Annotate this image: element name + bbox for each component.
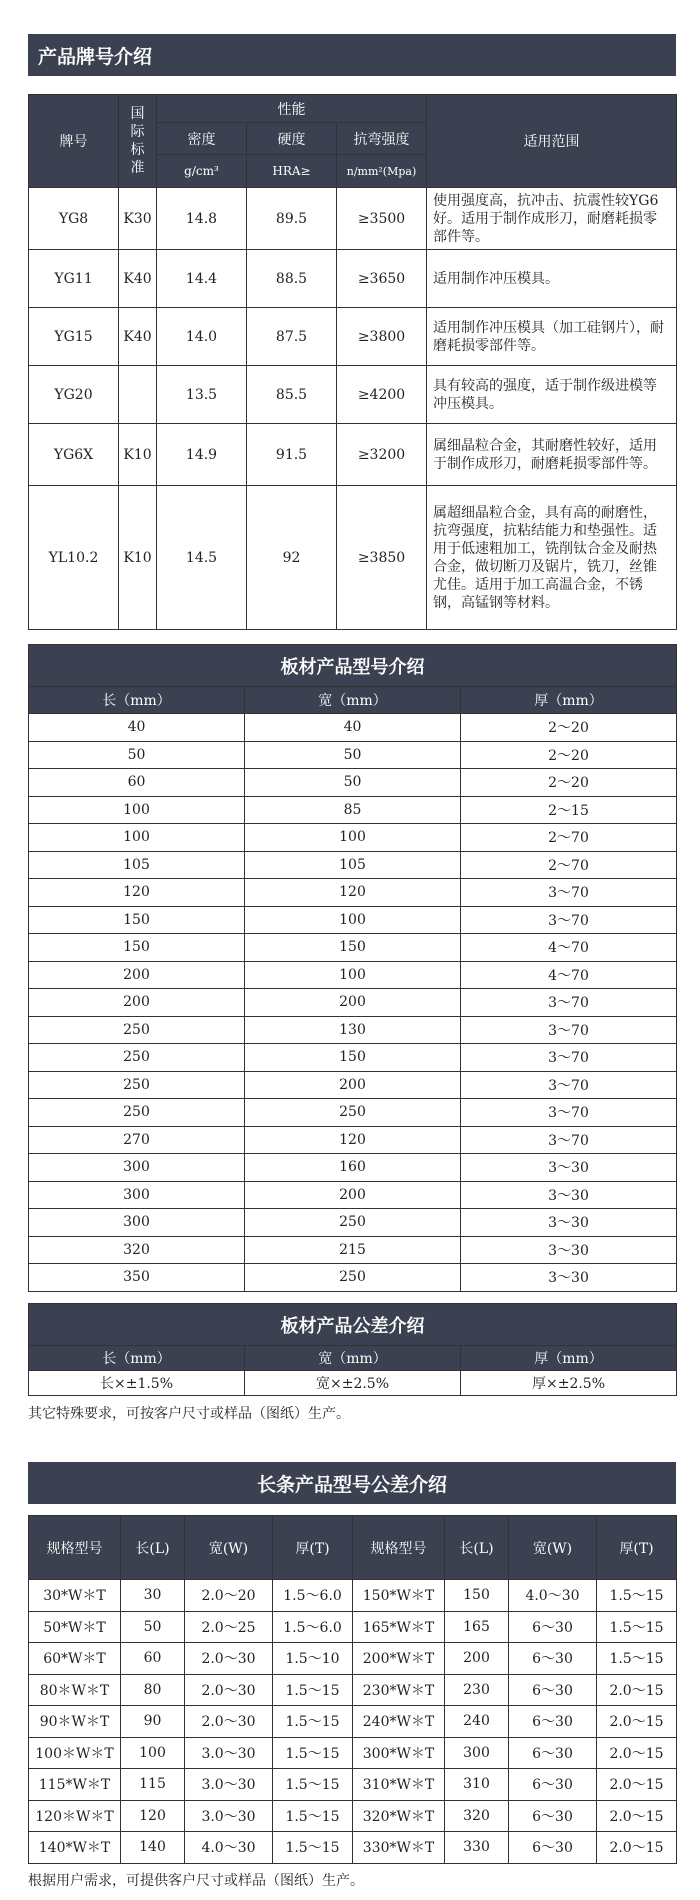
cell-width: 100 xyxy=(245,824,461,852)
table-row xyxy=(29,1832,677,1864)
cell-thickness: 3～70 xyxy=(461,1126,677,1154)
col-spec: 规格型号 xyxy=(29,1516,121,1580)
cell-grade: YL10.2 xyxy=(29,486,119,630)
cell-spec: 230*W＊T xyxy=(353,1674,445,1706)
table-row xyxy=(29,424,677,486)
cell-length: 230 xyxy=(445,1674,509,1706)
cell-length: 250 xyxy=(29,1044,245,1072)
cell-thickness: 2.0～15 xyxy=(597,1769,677,1801)
cell-length: 270 xyxy=(29,1126,245,1154)
cell-thickness: 1.5～15 xyxy=(273,1706,353,1738)
cell-spec: 80＊W＊T xyxy=(29,1674,121,1706)
cell-length: 310 xyxy=(445,1769,509,1801)
cell-width: 3.0～30 xyxy=(185,1737,273,1769)
section3-title: 板材产品公差介绍 xyxy=(29,1304,677,1346)
col-strength-unit: n/mm²(Mpa) xyxy=(337,155,427,188)
cell-length: 50 xyxy=(29,741,245,769)
cell-spec: 240*W＊T xyxy=(353,1706,445,1738)
cell-length: 140 xyxy=(121,1832,185,1864)
cell-length: 40 xyxy=(29,714,245,742)
cell-width: 150 xyxy=(245,934,461,962)
cell-width: 2.0～30 xyxy=(185,1674,273,1706)
cell-width: 3.0～30 xyxy=(185,1800,273,1832)
cell-thickness: 3～30 xyxy=(461,1236,677,1264)
section4-note: 根据用户需求，可提供客户尺寸或样品（图纸）生产。 xyxy=(28,1873,364,1889)
cell-hardness: 92 xyxy=(247,486,337,630)
cell-grade: YG15 xyxy=(29,308,119,366)
cell-thickness: 2.0～15 xyxy=(597,1832,677,1864)
cell-length: 165 xyxy=(445,1611,509,1643)
col-thickness: 厚(T) xyxy=(273,1516,353,1580)
table-row xyxy=(29,486,677,630)
cell-length: 80 xyxy=(121,1674,185,1706)
cell-hardness: 89.5 xyxy=(247,188,337,250)
col-intl-std: 国际标准 xyxy=(119,95,157,188)
cell-length: 150 xyxy=(29,934,245,962)
table-row xyxy=(29,188,677,250)
cell-std: K30 xyxy=(119,188,157,250)
cell-strength: ≥4200 xyxy=(337,366,427,424)
table-row xyxy=(29,934,677,962)
cell-density: 14.4 xyxy=(157,250,247,308)
cell-thickness: 3～70 xyxy=(461,1016,677,1044)
cell-thickness: 2～20 xyxy=(461,741,677,769)
table-row xyxy=(29,1209,677,1237)
cell-width: 6～30 xyxy=(509,1706,597,1738)
table-row xyxy=(29,851,677,879)
cell-thickness: 1.5～15 xyxy=(273,1769,353,1801)
cell-spec: 90＊W＊T xyxy=(29,1706,121,1738)
col-density-unit: g/cm³ xyxy=(157,155,247,188)
table-row xyxy=(29,1236,677,1264)
cell-spec: 115*W＊T xyxy=(29,1769,121,1801)
cell-length: 120 xyxy=(121,1800,185,1832)
col-length: 长（mm） xyxy=(29,687,245,714)
col-width: 宽（mm） xyxy=(245,1346,461,1371)
cell-thickness: 1.5～6.0 xyxy=(273,1611,353,1643)
table-row xyxy=(29,989,677,1017)
cell-spec: 320*W＊T xyxy=(353,1800,445,1832)
cell-width: 120 xyxy=(245,879,461,907)
table-row xyxy=(29,366,677,424)
cell-grade: YG8 xyxy=(29,188,119,250)
cell-usage: 属超细晶粒合金，具有高的耐磨性，抗弯强度，抗粘结能力和垫强性。适用于低速粗加工，铣削钛合金及耐热合金，做切断刀及锯片，铣刀，丝锥尤佳。适用于加工高温合金，不锈钢，高锰钢等材料。 xyxy=(427,486,677,630)
col-thickness: 厚（mm） xyxy=(461,1346,677,1371)
cell-length: 50 xyxy=(121,1611,185,1643)
cell-length: 240 xyxy=(445,1706,509,1738)
col-length: 长（mm） xyxy=(29,1346,245,1371)
col-length: 长(L) xyxy=(121,1516,185,1580)
cell-width: 200 xyxy=(245,989,461,1017)
cell-thickness: 2～20 xyxy=(461,714,677,742)
cell-width: 250 xyxy=(245,1264,461,1292)
table-row xyxy=(29,1126,677,1154)
col-thickness: 厚（mm） xyxy=(461,687,677,714)
cell-thickness: 4～70 xyxy=(461,934,677,962)
cell-width: 250 xyxy=(245,1209,461,1237)
cell-spec: 200*W＊T xyxy=(353,1643,445,1675)
cell-length: 300 xyxy=(445,1737,509,1769)
cell-spec: 310*W＊T xyxy=(353,1769,445,1801)
cell-hardness: 91.5 xyxy=(247,424,337,486)
cell-hardness: 88.5 xyxy=(247,250,337,308)
cell-length: 300 xyxy=(29,1181,245,1209)
cell-spec: 330*W＊T xyxy=(353,1832,445,1864)
cell-spec: 300*W＊T xyxy=(353,1737,445,1769)
col-hardness-unit: HRA≥ xyxy=(247,155,337,188)
cell-width: 3.0～30 xyxy=(185,1769,273,1801)
table-row xyxy=(29,1611,677,1643)
table-row xyxy=(29,1800,677,1832)
cell-length: 120 xyxy=(29,879,245,907)
col-grade: 牌号 xyxy=(29,95,119,188)
cell-width: 100 xyxy=(245,906,461,934)
table-row xyxy=(29,1071,677,1099)
cell-length: 200 xyxy=(445,1643,509,1675)
cell-length: 250 xyxy=(29,1099,245,1127)
cell-std: K40 xyxy=(119,308,157,366)
table-row xyxy=(29,1737,677,1769)
cell-spec: 50*W＊T xyxy=(29,1611,121,1643)
cell-width: 6～30 xyxy=(509,1674,597,1706)
table-row xyxy=(29,769,677,797)
cell-width: 105 xyxy=(245,851,461,879)
cell-width: 50 xyxy=(245,769,461,797)
cell-width: 6～30 xyxy=(509,1737,597,1769)
table-row xyxy=(29,796,677,824)
col-spec: 规格型号 xyxy=(353,1516,445,1580)
cell-length: 100 xyxy=(29,824,245,852)
cell-spec: 60*W＊T xyxy=(29,1643,121,1675)
cell-usage: 适用制作冲压模具（加工硅钢片），耐磨耗损零部件等。 xyxy=(427,308,677,366)
col-width: 宽(W) xyxy=(185,1516,273,1580)
cell-length: 105 xyxy=(29,851,245,879)
col-performance: 性能 xyxy=(157,95,427,123)
cell-width: 50 xyxy=(245,741,461,769)
cell-grade: YG20 xyxy=(29,366,119,424)
cell-length: 250 xyxy=(29,1016,245,1044)
cell-density: 14.8 xyxy=(157,188,247,250)
table-row xyxy=(29,906,677,934)
cell-usage: 具有较高的强度，适于制作级进模等冲压模具。 xyxy=(427,366,677,424)
cell-density: 13.5 xyxy=(157,366,247,424)
cell-hardness: 87.5 xyxy=(247,308,337,366)
cell-thickness: 2～15 xyxy=(461,796,677,824)
cell-width: 215 xyxy=(245,1236,461,1264)
section1-title-bar xyxy=(28,34,676,76)
cell-thickness: 2.0～15 xyxy=(597,1674,677,1706)
grade-table xyxy=(28,94,677,630)
cell-spec: 30*W＊T xyxy=(29,1580,121,1612)
table-row xyxy=(29,308,677,366)
section4-title-bar xyxy=(28,1462,676,1504)
cell-width: 6～30 xyxy=(509,1769,597,1801)
cell-thickness: 1.5～6.0 xyxy=(273,1580,353,1612)
cell-thickness: 3～30 xyxy=(461,1209,677,1237)
table-row xyxy=(29,1580,677,1612)
cell-density: 14.5 xyxy=(157,486,247,630)
cell-length: 200 xyxy=(29,989,245,1017)
cell-width: 6～30 xyxy=(509,1611,597,1643)
cell-thickness: 2～20 xyxy=(461,769,677,797)
plate-size-table xyxy=(28,644,677,1292)
cell-length: 100 xyxy=(29,796,245,824)
tolerance-thickness: 厚×±2.5% xyxy=(461,1371,677,1396)
cell-length: 90 xyxy=(121,1706,185,1738)
col-thickness: 厚(T) xyxy=(597,1516,677,1580)
table-row xyxy=(29,879,677,907)
table-row xyxy=(29,1769,677,1801)
cell-thickness: 3～30 xyxy=(461,1264,677,1292)
cell-density: 14.9 xyxy=(157,424,247,486)
cell-width: 6～30 xyxy=(509,1800,597,1832)
section3-note: 其它特殊要求，可按客户尺寸或样品（图纸）生产。 xyxy=(28,1406,350,1422)
table-row xyxy=(29,1371,677,1396)
plate-tolerance-table xyxy=(28,1303,677,1396)
strip-table xyxy=(28,1515,677,1864)
cell-length: 250 xyxy=(29,1071,245,1099)
cell-thickness: 3～70 xyxy=(461,879,677,907)
cell-width: 200 xyxy=(245,1181,461,1209)
table-row xyxy=(29,1099,677,1127)
table-row xyxy=(29,1674,677,1706)
table-row xyxy=(29,1706,677,1738)
cell-thickness: 1.5～15 xyxy=(597,1611,677,1643)
cell-thickness: 1.5～15 xyxy=(597,1643,677,1675)
cell-thickness: 2.0～15 xyxy=(597,1706,677,1738)
cell-length: 100 xyxy=(121,1737,185,1769)
cell-length: 115 xyxy=(121,1769,185,1801)
cell-width: 4.0～30 xyxy=(509,1580,597,1612)
section4-title: 长条产品型号公差介绍 xyxy=(256,1473,447,1496)
table-row xyxy=(29,250,677,308)
cell-thickness: 1.5～15 xyxy=(273,1800,353,1832)
table-row xyxy=(29,1154,677,1182)
cell-thickness: 3～70 xyxy=(461,1044,677,1072)
cell-strength: ≥3800 xyxy=(337,308,427,366)
cell-width: 2.0～20 xyxy=(185,1580,273,1612)
cell-width: 4.0～30 xyxy=(185,1832,273,1864)
cell-length: 320 xyxy=(29,1236,245,1264)
col-width: 宽(W) xyxy=(509,1516,597,1580)
cell-thickness: 3～70 xyxy=(461,906,677,934)
table-row xyxy=(29,741,677,769)
cell-spec: 165*W＊T xyxy=(353,1611,445,1643)
cell-usage: 使用强度高，抗冲击、抗震性较YG6好。适用于制作成形刀，耐磨耗损零部件等。 xyxy=(427,188,677,250)
cell-thickness: 2.0～15 xyxy=(597,1737,677,1769)
cell-length: 60 xyxy=(121,1643,185,1675)
cell-length: 200 xyxy=(29,961,245,989)
cell-length: 300 xyxy=(29,1154,245,1182)
cell-width: 130 xyxy=(245,1016,461,1044)
cell-spec: 150*W＊T xyxy=(353,1580,445,1612)
cell-thickness: 3～70 xyxy=(461,1071,677,1099)
cell-width: 2.0～30 xyxy=(185,1643,273,1675)
cell-spec: 120＊W＊T xyxy=(29,1800,121,1832)
cell-width: 160 xyxy=(245,1154,461,1182)
cell-thickness: 3～30 xyxy=(461,1154,677,1182)
table-row xyxy=(29,1643,677,1675)
table-row xyxy=(29,1016,677,1044)
cell-grade: YG6X xyxy=(29,424,119,486)
cell-std: K10 xyxy=(119,486,157,630)
col-length: 长(L) xyxy=(445,1516,509,1580)
cell-strength: ≥3650 xyxy=(337,250,427,308)
cell-thickness: 3～70 xyxy=(461,1099,677,1127)
tolerance-length: 长×±1.5% xyxy=(29,1371,245,1396)
cell-spec: 100＊W＊T xyxy=(29,1737,121,1769)
cell-length: 330 xyxy=(445,1832,509,1864)
cell-density: 14.0 xyxy=(157,308,247,366)
cell-width: 120 xyxy=(245,1126,461,1154)
cell-std: K10 xyxy=(119,424,157,486)
cell-grade: YG11 xyxy=(29,250,119,308)
cell-thickness: 1.5～10 xyxy=(273,1643,353,1675)
cell-length: 300 xyxy=(29,1209,245,1237)
cell-spec: 140*W＊T xyxy=(29,1832,121,1864)
cell-width: 2.0～25 xyxy=(185,1611,273,1643)
cell-thickness: 3～70 xyxy=(461,989,677,1017)
cell-thickness: 1.5～15 xyxy=(597,1580,677,1612)
cell-thickness: 4～70 xyxy=(461,961,677,989)
cell-width: 2.0～30 xyxy=(185,1706,273,1738)
table-row xyxy=(29,1044,677,1072)
col-hardness: 硬度 xyxy=(247,123,337,155)
cell-thickness: 2.0～15 xyxy=(597,1800,677,1832)
cell-width: 40 xyxy=(245,714,461,742)
cell-thickness: 2～70 xyxy=(461,824,677,852)
cell-thickness: 2～70 xyxy=(461,851,677,879)
cell-thickness: 3～30 xyxy=(461,1181,677,1209)
cell-width: 150 xyxy=(245,1044,461,1072)
cell-strength: ≥3500 xyxy=(337,188,427,250)
cell-width: 85 xyxy=(245,796,461,824)
cell-thickness: 1.5～15 xyxy=(273,1674,353,1706)
cell-std: K40 xyxy=(119,250,157,308)
table-row xyxy=(29,824,677,852)
cell-strength: ≥3200 xyxy=(337,424,427,486)
col-density: 密度 xyxy=(157,123,247,155)
cell-hardness: 85.5 xyxy=(247,366,337,424)
cell-length: 320 xyxy=(445,1800,509,1832)
table-row xyxy=(29,1264,677,1292)
section2-title: 板材产品型号介绍 xyxy=(29,645,677,687)
cell-width: 100 xyxy=(245,961,461,989)
cell-length: 350 xyxy=(29,1264,245,1292)
cell-thickness: 1.5～15 xyxy=(273,1832,353,1864)
cell-width: 6～30 xyxy=(509,1643,597,1675)
cell-width: 6～30 xyxy=(509,1832,597,1864)
col-strength: 抗弯强度 xyxy=(337,123,427,155)
cell-length: 150 xyxy=(29,906,245,934)
table-row xyxy=(29,714,677,742)
cell-length: 60 xyxy=(29,769,245,797)
cell-length: 30 xyxy=(121,1580,185,1612)
section1-title: 产品牌号介绍 xyxy=(38,45,153,68)
col-width: 宽（mm） xyxy=(245,687,461,714)
cell-width: 250 xyxy=(245,1099,461,1127)
cell-std xyxy=(119,366,157,424)
cell-usage: 属细晶粒合金，其耐磨性较好，适用于制作成形刀，耐磨耗损零部件等。 xyxy=(427,424,677,486)
table-row xyxy=(29,961,677,989)
cell-length: 150 xyxy=(445,1580,509,1612)
table-row xyxy=(29,1181,677,1209)
col-usage: 适用范围 xyxy=(427,95,677,188)
tolerance-width: 宽×±2.5% xyxy=(245,1371,461,1396)
cell-thickness: 1.5～15 xyxy=(273,1737,353,1769)
cell-width: 200 xyxy=(245,1071,461,1099)
cell-strength: ≥3850 xyxy=(337,486,427,630)
cell-usage: 适用制作冲压模具。 xyxy=(427,250,677,308)
